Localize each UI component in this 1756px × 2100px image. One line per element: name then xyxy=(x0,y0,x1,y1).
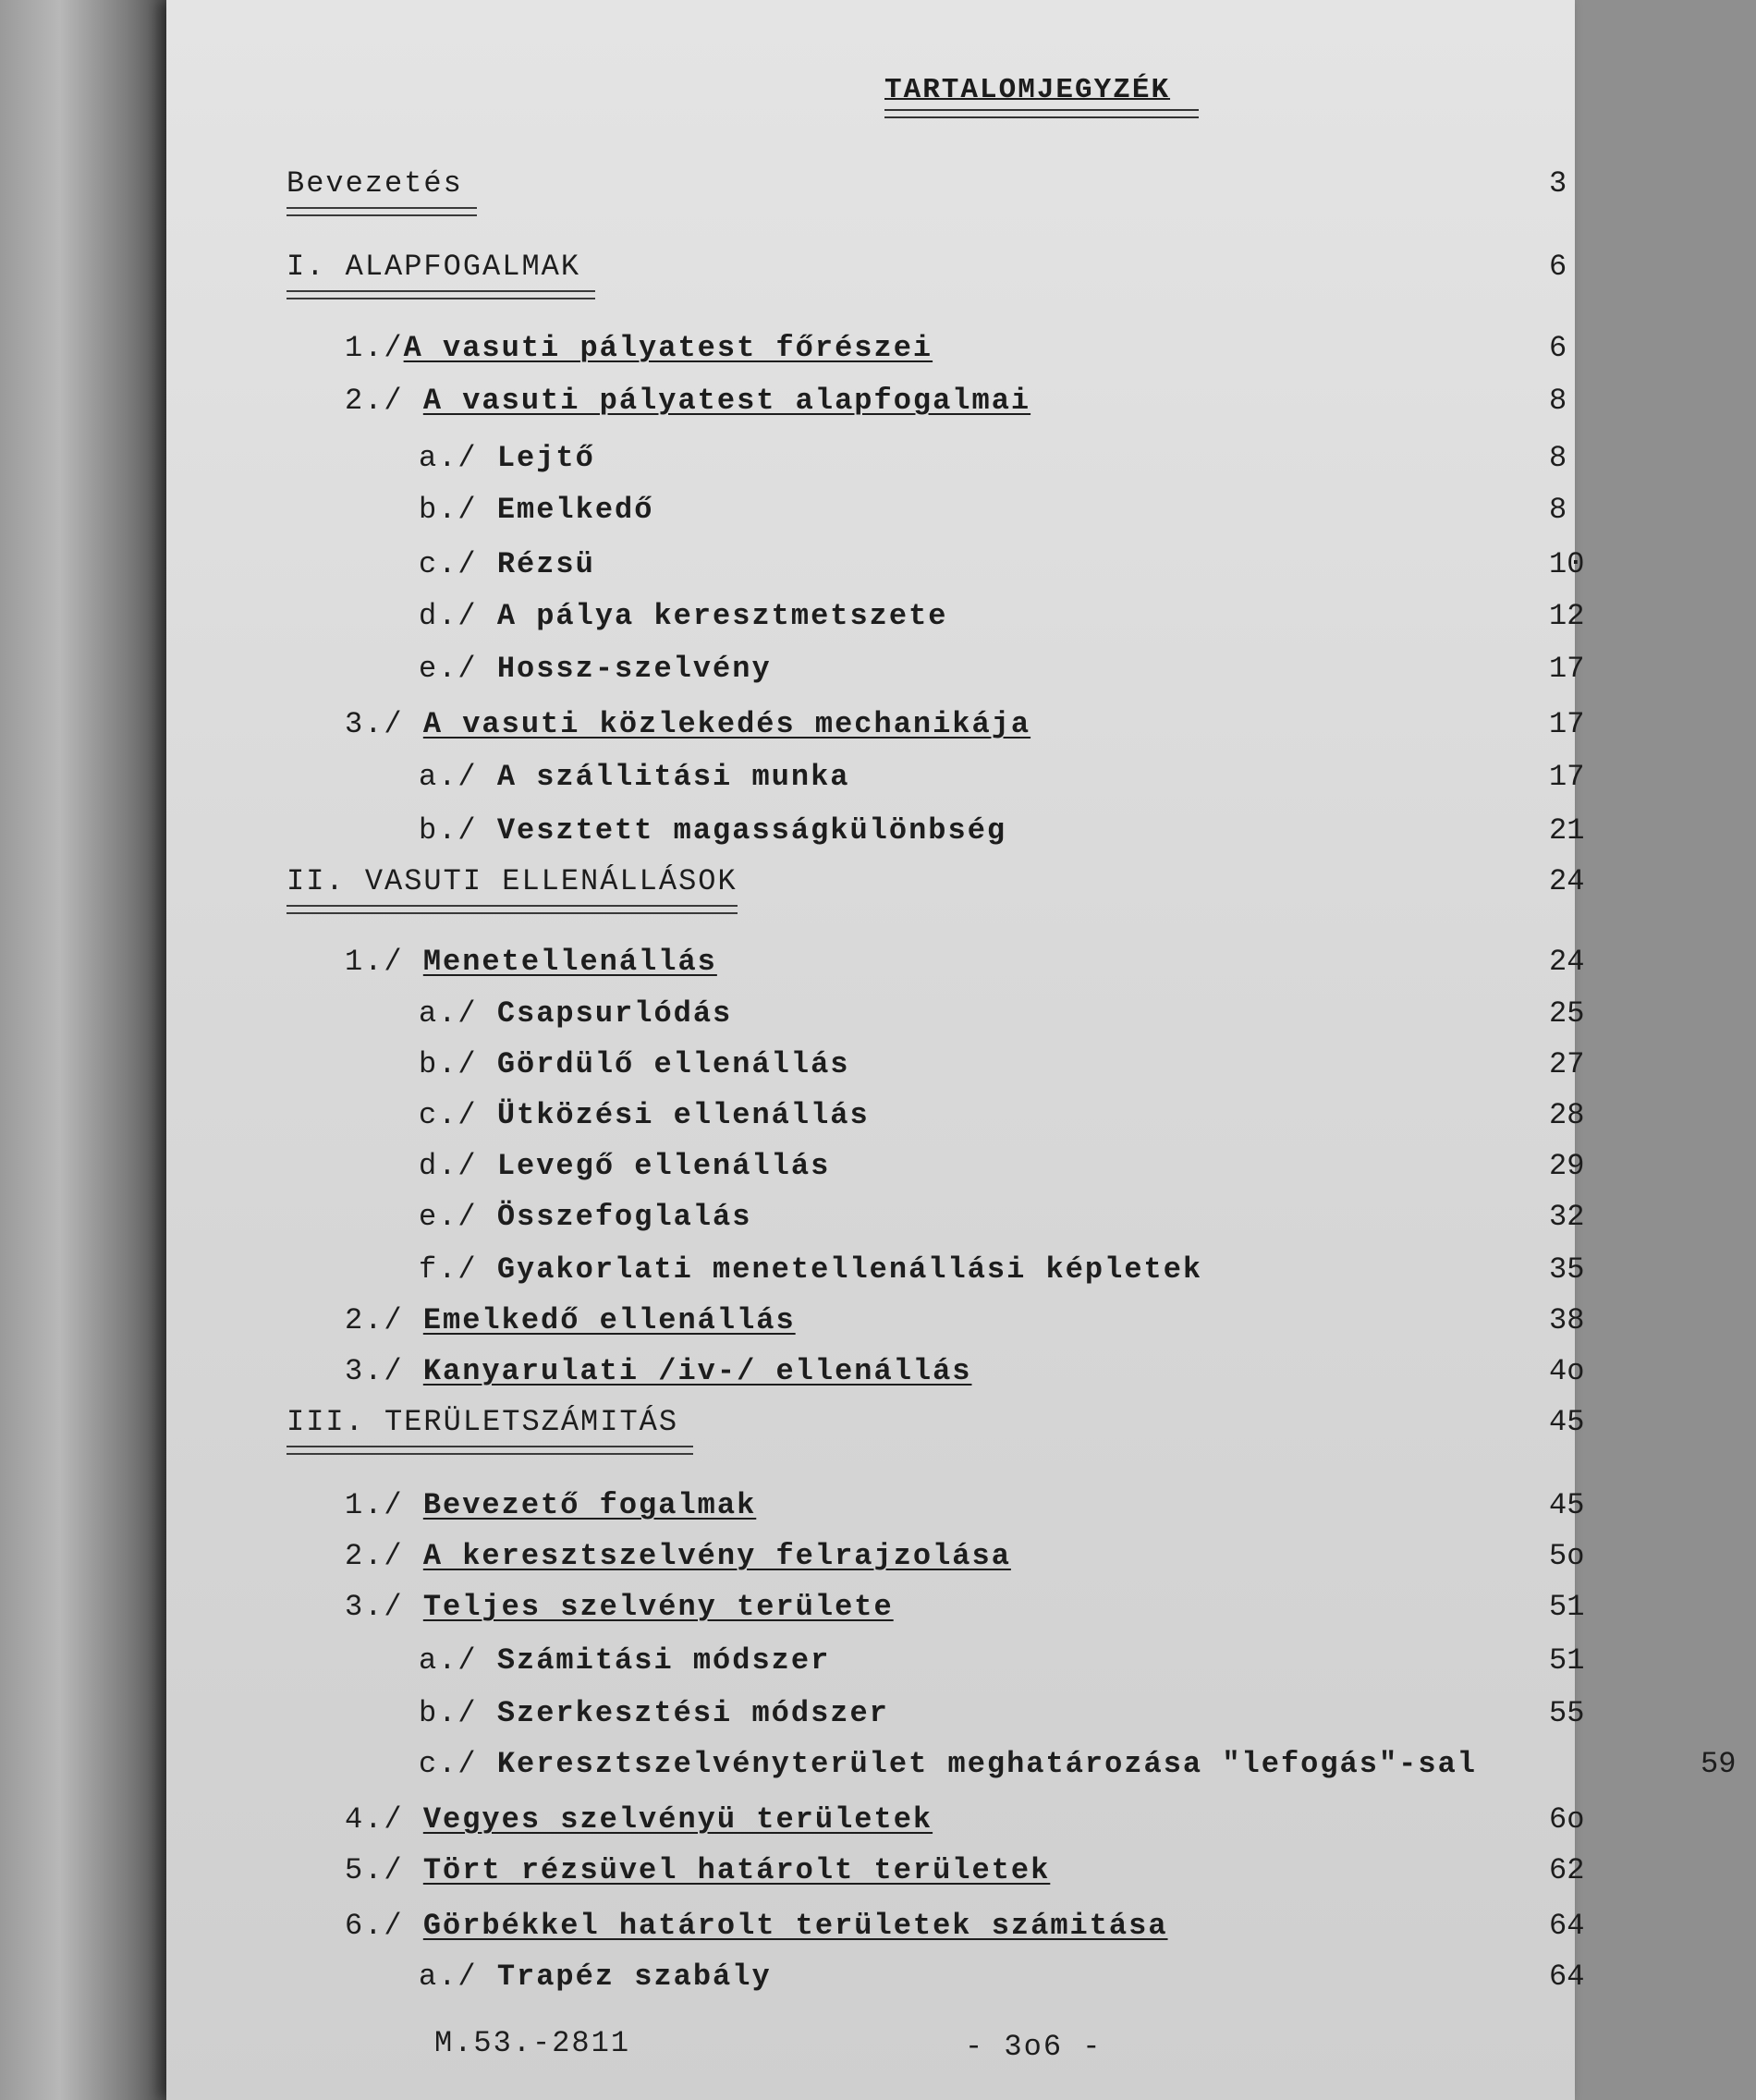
toc-entry-label xyxy=(287,250,580,284)
toc-entry-label xyxy=(419,599,947,633)
toc-entry xyxy=(166,547,1585,592)
toc-entry-number: e./ xyxy=(419,1200,497,1234)
toc-entry-title: Gördülő ellenállás xyxy=(496,1047,850,1081)
toc-entry-page: 25 xyxy=(1549,996,1585,1031)
toc-entry-number: 4./ xyxy=(345,1802,423,1837)
toc-entry-label xyxy=(419,1960,772,1994)
toc-entry-page: 62 xyxy=(1549,1853,1585,1887)
toc-entry-title: Teljes szelvény területe xyxy=(422,1590,894,1624)
toc-entry-page: 45 xyxy=(1549,1405,1585,1439)
toc-entry-page: 24 xyxy=(1549,945,1585,979)
toc-entry xyxy=(166,1488,1585,1532)
toc-entry-number: 3./ xyxy=(345,1354,423,1388)
toc-entry xyxy=(166,707,1585,751)
toc-entry-number: a./ xyxy=(419,1960,497,1994)
toc-entry-title: Bevezetés xyxy=(287,166,463,201)
toc-entry-number: 1./ xyxy=(345,331,404,365)
toc-entry-title: Vegyes szelvényü területek xyxy=(422,1802,933,1837)
toc-entry-label xyxy=(287,1405,678,1439)
toc-entry-number: e./ xyxy=(419,652,497,686)
toc-entry-number: c./ xyxy=(419,547,497,581)
toc-entry-page: 4o xyxy=(1549,1354,1585,1388)
toc-entry-page: 45 xyxy=(1549,1488,1585,1522)
toc-entry xyxy=(166,1539,1585,1583)
toc-entry-label xyxy=(419,1200,751,1234)
toc-entry-label xyxy=(419,1252,1202,1287)
toc-entry-page: 28 xyxy=(1549,1098,1585,1132)
toc-entry xyxy=(166,813,1585,858)
toc-entry-number: a./ xyxy=(419,760,497,794)
toc-entry xyxy=(166,166,1575,211)
toc-entry-page: 12 xyxy=(1549,599,1585,633)
toc-entry-title: Csapsurlódás xyxy=(496,996,733,1031)
toc-entry-label xyxy=(345,384,1030,418)
toc-entry-page: 8 xyxy=(1549,441,1567,475)
toc-entry-number: b./ xyxy=(419,493,497,527)
toc-entry-page: 6 xyxy=(1549,250,1567,284)
toc-entry-number: 3./ xyxy=(345,707,423,741)
toc-entry-page: 17 xyxy=(1549,652,1585,686)
toc-entry-page: 6 xyxy=(1549,331,1567,365)
toc-entry-title: Levegő ellenállás xyxy=(496,1149,831,1183)
toc-entry-label xyxy=(419,1747,1477,1781)
toc-entry-page: 29 xyxy=(1549,1149,1585,1183)
toc-entry-page: 8 xyxy=(1549,493,1567,527)
toc-entry xyxy=(166,599,1585,643)
toc-entry-number: 1./ xyxy=(345,945,423,979)
toc-entry-page: 6o xyxy=(1549,1802,1585,1837)
toc-entry xyxy=(166,945,1585,989)
toc-entry-number: 6./ xyxy=(345,1909,423,1943)
toc-entry-title: Keresztszelvényterület meghatározása "lefogás"-sal xyxy=(496,1747,1477,1781)
toc-entry xyxy=(166,1252,1585,1297)
toc-entry-title: A vasuti pályatest főrészei xyxy=(403,331,933,365)
toc-entry-label xyxy=(345,1802,933,1837)
toc-entry-page: 64 xyxy=(1549,1909,1585,1943)
toc-entry-page: 38 xyxy=(1549,1303,1585,1337)
toc-entry-title: A vasuti pályatest alapfogalmai xyxy=(422,384,1031,418)
toc-entry-label xyxy=(345,1590,894,1624)
toc-entry-label xyxy=(419,760,849,794)
toc-entry-label xyxy=(419,493,653,527)
toc-entry-title: Tört rézsüvel határolt területek xyxy=(422,1853,1051,1887)
toc-entry xyxy=(166,1047,1585,1092)
toc-entry-title: Számitási módszer xyxy=(496,1643,831,1678)
toc-entry-number: c./ xyxy=(419,1098,497,1132)
toc-entry xyxy=(166,760,1585,804)
toc-entry-label xyxy=(419,652,772,686)
toc-entry-page: 35 xyxy=(1549,1252,1585,1287)
toc-entry-title: VASUTI ELLENÁLLÁSOK xyxy=(364,864,738,898)
toc-entry-title: Lejtő xyxy=(496,441,595,475)
toc-entry-label xyxy=(345,1488,756,1522)
section-double-rule xyxy=(287,290,595,299)
toc-entry-title: Rézsü xyxy=(496,547,595,581)
toc-entry-label xyxy=(345,1354,972,1388)
toc-entry-page: 64 xyxy=(1549,1960,1585,1994)
toc-entry-page: 17 xyxy=(1549,707,1585,741)
toc-entry-number: d./ xyxy=(419,599,497,633)
toc-entry-label xyxy=(419,1098,870,1132)
toc-entry xyxy=(166,384,1575,428)
section-double-rule xyxy=(287,207,477,216)
toc-entry-page: 5o xyxy=(1549,1539,1585,1573)
toc-entry xyxy=(166,1696,1585,1740)
toc-entry-label xyxy=(345,945,717,979)
toc-entry-page: 27 xyxy=(1549,1047,1585,1081)
toc-entry-title: TERÜLETSZÁMITÁS xyxy=(384,1405,679,1439)
toc-entry xyxy=(166,1643,1585,1688)
toc-entry-number: a./ xyxy=(419,441,497,475)
toc-entry-number: f./ xyxy=(419,1252,497,1287)
toc-entry-number: c./ xyxy=(419,1747,497,1781)
toc-entry-title: Szerkesztési módszer xyxy=(496,1696,889,1730)
toc-entry-number: b./ xyxy=(419,813,497,848)
toc-entry-label xyxy=(345,1853,1050,1887)
toc-entry-page: 51 xyxy=(1549,1643,1585,1678)
toc-entry-title: A vasuti közlekedés mechanikája xyxy=(422,707,1031,741)
toc-entry-label xyxy=(419,996,732,1031)
toc-entry-page: 59 xyxy=(1701,1747,1737,1781)
toc-entry-page: 51 xyxy=(1549,1590,1585,1624)
toc-entry-number: a./ xyxy=(419,996,497,1031)
toc-entry xyxy=(166,1802,1585,1847)
toc-entry-label xyxy=(419,1643,830,1678)
toc-entry xyxy=(166,1303,1585,1348)
toc-entry-number: II. xyxy=(287,864,365,898)
toc-entry xyxy=(166,1098,1585,1142)
toc-entry xyxy=(166,493,1575,537)
toc-entry-title: Kanyarulati /iv-/ ellenállás xyxy=(422,1354,972,1388)
toc-entry xyxy=(166,996,1585,1041)
toc-entry xyxy=(166,1354,1585,1398)
toc-entry-title: Vesztett magasságkülönbség xyxy=(496,813,1007,848)
toc-entry-label xyxy=(419,1047,849,1081)
toc-entry-label xyxy=(345,331,933,365)
toc-entry-title: Összefoglalás xyxy=(496,1200,752,1234)
document-code: M.53.-2811 xyxy=(434,2026,631,2060)
toc-entry xyxy=(166,652,1585,696)
toc-entry xyxy=(166,1853,1585,1898)
toc-entry-title: Emelkedő ellenállás xyxy=(422,1303,796,1337)
page-number: - 3o6 - xyxy=(965,2030,1103,2064)
toc-entry-page: 55 xyxy=(1549,1696,1585,1730)
toc-entry-number: 5./ xyxy=(345,1853,423,1887)
toc-entry xyxy=(166,864,1585,909)
toc-entry-label xyxy=(419,1696,889,1730)
toc-entry-page: 24 xyxy=(1549,864,1585,898)
toc-entry xyxy=(166,441,1575,485)
toc-entry-number: a./ xyxy=(419,1643,497,1678)
toc-entry-label xyxy=(419,1149,830,1183)
toc-entry-label xyxy=(345,1303,796,1337)
toc-entry-title: Ütközési ellenállás xyxy=(496,1098,870,1132)
toc-entry-label xyxy=(419,547,595,581)
toc-entry-title: Gyakorlati menetellenállási képletek xyxy=(496,1252,1203,1287)
toc-entry-number: b./ xyxy=(419,1696,497,1730)
section-double-rule xyxy=(287,1446,693,1455)
section-double-rule xyxy=(287,905,738,914)
toc-entry-title: A keresztszelvény felrajzolása xyxy=(422,1539,1011,1573)
toc-entry-number: I. xyxy=(287,250,346,284)
toc-entry-label xyxy=(345,1539,1011,1573)
toc-entry xyxy=(166,1149,1585,1193)
toc-entry-page: 21 xyxy=(1549,813,1585,848)
toc-entry-title: Trapéz szabály xyxy=(496,1960,772,1994)
toc-entry-label xyxy=(419,813,1006,848)
toc-entry-title: Menetellenállás xyxy=(422,945,717,979)
toc-entry-title: Emelkedő xyxy=(496,493,654,527)
toc-entry-number: 2./ xyxy=(345,384,423,418)
toc-entry-page: 10 xyxy=(1549,547,1585,581)
toc-entry-page: 17 xyxy=(1549,760,1585,794)
toc-entry xyxy=(166,331,1575,375)
toc-entry-page: 8 xyxy=(1549,384,1567,418)
toc-entry-number: 2./ xyxy=(345,1539,423,1573)
toc-entry-title: A pálya keresztmetszete xyxy=(496,599,948,633)
toc-entry xyxy=(166,1747,1737,1791)
toc-entry-page: 3 xyxy=(1549,166,1567,201)
toc-entry-number: 1./ xyxy=(345,1488,423,1522)
toc-entry-label xyxy=(287,864,738,898)
toc-entry-label xyxy=(419,441,595,475)
toc-entry-page: 32 xyxy=(1549,1200,1585,1234)
toc-entry-title: Bevezető fogalmak xyxy=(422,1488,757,1522)
document-page xyxy=(166,0,1737,2100)
toc-entry xyxy=(166,1200,1585,1244)
toc-entry-label xyxy=(345,707,1030,741)
toc-entry-title: A szállitási munka xyxy=(496,760,850,794)
toc-entry-number: b./ xyxy=(419,1047,497,1081)
toc-entry-number: 3./ xyxy=(345,1590,423,1624)
toc-entry-number: d./ xyxy=(419,1149,497,1183)
toc-entry-title: Görbékkel határolt területek számitása xyxy=(422,1909,1168,1943)
toc-entry-number: 2./ xyxy=(345,1303,423,1337)
toc-entry-title: Hossz-szelvény xyxy=(496,652,772,686)
title-double-rule xyxy=(884,109,1199,118)
toc-entry-number: III. xyxy=(287,1405,385,1439)
toc-entry xyxy=(166,1960,1585,2004)
toc-entry-title: ALAPFOGALMAK xyxy=(345,250,581,284)
toc-entry xyxy=(166,1405,1585,1449)
toc-entry-label xyxy=(345,1909,1168,1943)
toc-entry xyxy=(166,1909,1585,1953)
toc-entry xyxy=(166,250,1575,294)
toc-entry-label xyxy=(287,166,463,201)
toc-entry xyxy=(166,1590,1585,1634)
page-title: TARTALOMJEGYZÉK xyxy=(884,74,1171,106)
book-binding-edge xyxy=(0,0,171,2100)
